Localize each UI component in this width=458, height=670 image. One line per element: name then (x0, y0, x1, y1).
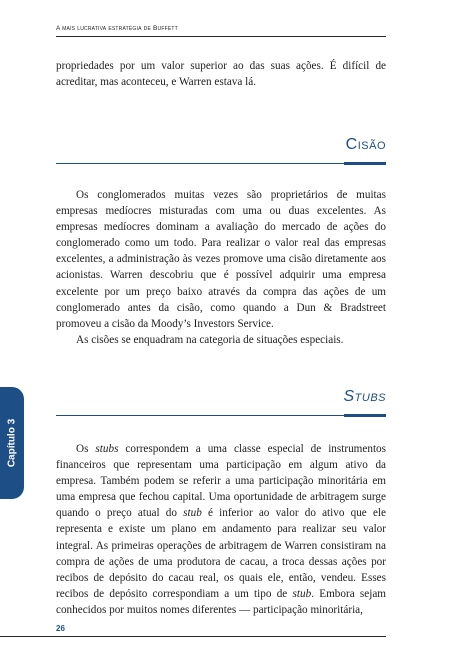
stubs-paragraph-1 (56, 441, 386, 618)
section-rule-cisao (56, 163, 386, 164)
chapter-tab-label: Capítulo 3 (6, 418, 18, 468)
section-rule-accent (344, 162, 386, 165)
stubs-term-1: stubs (95, 443, 119, 455)
stubs-body (56, 441, 386, 618)
stubs-text-3: é inferior ao valor do ativo que ele representa e existe um plano em andamento para realizar seu valor integral. As primeiras operações de arbitragem de Warren consistiram na compra de ações de uma produtora de cacau, a troca dessas ações por recibos de depósito do cacau real, os quais ele, então, vendeu. Esses recibos de depósito correspondiam a um tipo de (56, 507, 386, 600)
section-rule-stubs (56, 415, 386, 416)
page-number: 26 (56, 624, 65, 633)
stubs-term-2: stub (183, 507, 202, 520)
section-title-stubs: Stubs (343, 388, 386, 405)
chapter-side-tab (0, 387, 24, 499)
section-rule-accent (344, 414, 386, 417)
section-title-cisao: Cisão (345, 136, 386, 153)
cisao-paragraph-1: Os conglomerados muitas vezes são proprietários de muitas empresas medíocres misturadas com uma ou duas excelentes. As empresas medíocres dominam a avaliação do mercado de ações do conglomerado como um todo. Para realizar o valor real das empresas excelentes, a administração às vezes promove uma cisão diretamente aos acionistas. Warren descobriu que é possível adquirir uma empresa excelente por um preço baixo através da compra das ações de um conglomerado antes da cisão, como quando a Dun & Bradstreet promoveu a cisão da Moody’s Investors Service. (56, 189, 386, 330)
intro-paragraph: propriedades por um valor superior ao das suas ações. É difícil de acreditar, mas aconteceu, e Warren estava lá. (56, 60, 386, 89)
stubs-text-1: Os (76, 443, 96, 455)
stubs-text-2: correspondem a uma classe especial de instrumentos financeiros que representam uma participação em algum ativo da empresa. Também podem se referir a uma participação minoritária em uma empresa que fechou capital. Uma oportunidade de arbitragem surge quando o preço atual do (56, 443, 386, 520)
footer-rule (0, 636, 386, 637)
stubs-text-4: . Embora sejam conhecidos por muitos nomes diferentes — participação minoritária, (56, 587, 387, 616)
cisao-body (56, 187, 386, 348)
running-head: A mais lucrativa estratégia de Buffett (56, 25, 178, 32)
cisao-paragraph-2: As cisões se enquadram na categoria de situações especiais. (76, 333, 344, 346)
stubs-term-3: stub (292, 587, 312, 600)
header-rule (56, 36, 386, 37)
intro-text (56, 58, 386, 90)
